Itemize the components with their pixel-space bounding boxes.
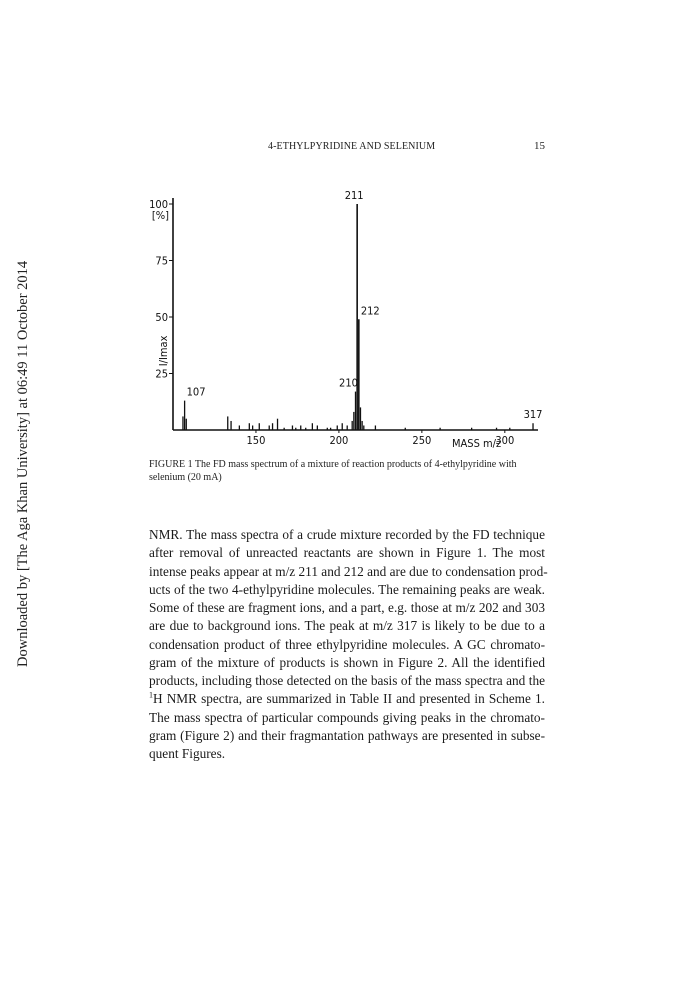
body-line: Some of these are fragment ions, and a part, e.g. those at m/z 202 and 303 [149, 600, 545, 615]
peak-label: 211 [344, 189, 364, 202]
body-line: condensation product of three ethylpyridine molecules. A GC chromato- [149, 636, 545, 652]
y-axis-label: I/Imax [157, 335, 170, 367]
body-line: quent Figures. [149, 746, 226, 761]
mass-spectrum-figure [140, 188, 560, 458]
y-tick-label: 50 [155, 311, 168, 324]
body-line: NMR. The mass spectra of a crude mixture recorded by the FD technique [149, 527, 545, 542]
peak-label: 212 [360, 304, 380, 318]
body-line: are due to background ions. The peak at m/z 317 is likely to be due to a [149, 618, 545, 634]
peak-label: 317 [523, 408, 543, 422]
page-number: 15 [534, 140, 545, 152]
x-tick-label: 300 [495, 434, 515, 447]
body-line: intense peaks appear at m/z 211 and 212 and are due to condensation prod- [149, 563, 548, 579]
body-line: after removal of unreacted reactants are shown in Figure 1. The most [149, 545, 545, 561]
download-watermark: Downloaded by [The Aga Khan University] at 06:49 11 October 2014 [15, 260, 31, 667]
body-line: gram of the mixture of products is shown in Figure 2. All the identified [149, 654, 545, 670]
running-head-title: 4-ETHYLPYRIDINE AND SELENIUM [268, 141, 436, 152]
body-line: products, including those detected on the basis of the mass spectra and the [149, 673, 545, 688]
body-line: The mass spectra of particular compounds giving peaks in the chromato- [149, 709, 545, 725]
y-unit-label: [%] [151, 209, 169, 222]
mass-spectrum-chart [140, 188, 560, 458]
y-tick-label: 100 [149, 198, 168, 211]
figure-caption: FIGURE 1 The FD mass spectrum of a mixture of reaction products of 4-ethylpyridine with selenium (20 mA) [149, 459, 517, 483]
body-line: gram (Figure 2) and their fragmantation pathways are presented in subse- [149, 727, 545, 743]
x-axis-label: MASS m/z [452, 437, 502, 450]
x-tick-label: 150 [246, 434, 266, 447]
body-paragraph [149, 526, 548, 763]
x-tick-label: 250 [412, 434, 432, 447]
superscript: 1 [149, 690, 153, 700]
peak-label: 210 [339, 376, 358, 390]
x-tick-label: 200 [329, 434, 349, 447]
y-tick-label: 75 [155, 254, 168, 268]
peak-label: 107 [186, 385, 206, 399]
body-line: ucts of the two 4-ethylpyridine molecules. The remaining peaks are weak. [149, 581, 545, 597]
body-line: $^1$H NMR spectra, are summarized in Table II and presented in Scheme 1. [149, 690, 545, 707]
y-tick-label: 25 [155, 367, 168, 381]
